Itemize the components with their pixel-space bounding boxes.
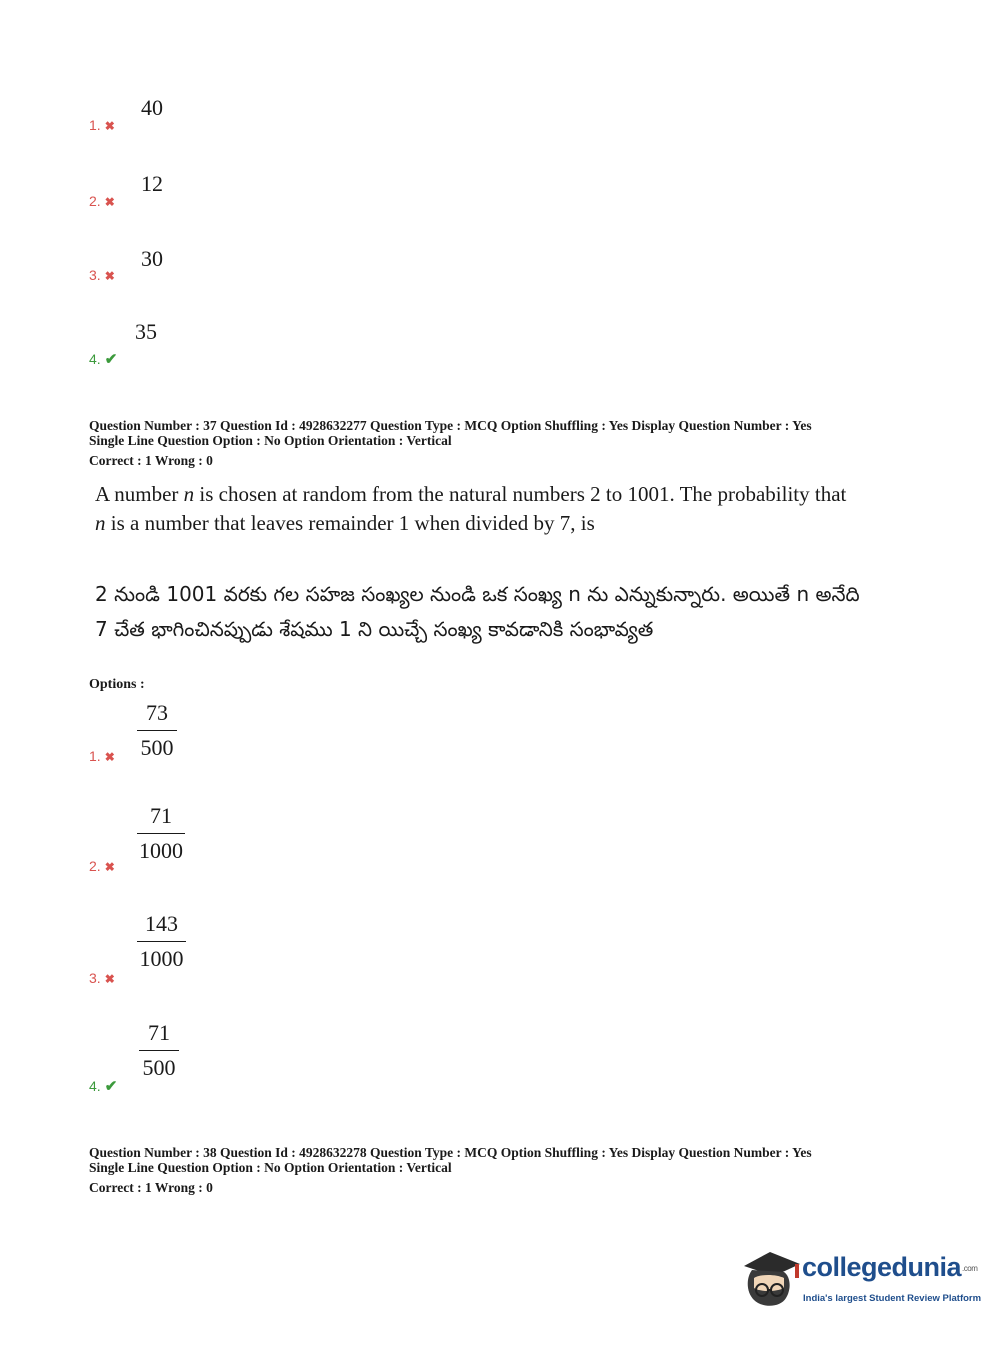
numerator: 71 xyxy=(148,1020,170,1045)
option-number: 1. ✖ xyxy=(89,748,115,764)
option-number: 4. ✔ xyxy=(89,351,118,368)
check-icon: ✔ xyxy=(104,1078,118,1095)
logo-tagline: India's largest Student Review Platform xyxy=(803,1293,982,1304)
fraction-option xyxy=(137,700,177,761)
option-number: 2. ✖ xyxy=(89,858,115,874)
cross-icon: ✖ xyxy=(104,972,115,986)
denominator: 500 xyxy=(142,1055,176,1080)
question-score-line: Correct : 1 Wrong : 0 xyxy=(89,1180,213,1195)
question-meta-line: Question Number : 38 Question Id : 4928632278 Question Type : MCQ Option Shuffling : Yes Display Question Number : Yes xyxy=(89,1145,812,1160)
numerator: 71 xyxy=(150,803,172,828)
option-number: 2. ✖ xyxy=(89,193,115,209)
option-value: 35 xyxy=(135,319,157,344)
numerator: 73 xyxy=(146,700,168,725)
question-meta-line: Single Line Question Option : No Option Orientation : Vertical xyxy=(89,433,452,448)
cross-icon: ✖ xyxy=(104,860,115,874)
fraction-option xyxy=(139,1020,179,1081)
fraction-option xyxy=(137,911,186,972)
question-meta-line: Question Number : 37 Question Id : 4928632277 Question Type : MCQ Option Shuffling : Yes Display Question Number : Yes xyxy=(89,418,812,433)
cross-icon: ✖ xyxy=(104,750,115,764)
question-text-telugu: 2 నుండి 1001 వరకు గల సహజ సంఖ్యల నుండి ఒక సంఖ్య n ను ఎన్నుకున్నారు. అయితే n అనేది 7 చేత భాగించినప్పుడు శేషము 1 ని యిచ్చే సంఖ్య కావడానికి సంభావ్యత xyxy=(95,582,860,641)
logo-suffix: .com xyxy=(962,1264,978,1274)
logo-name: collegedunia.com xyxy=(802,1252,978,1282)
check-icon: ✔ xyxy=(104,351,118,368)
option-number: 3. ✖ xyxy=(89,970,115,986)
numerator: 143 xyxy=(145,911,178,936)
option-value: 40 xyxy=(141,95,163,120)
cross-icon: ✖ xyxy=(104,269,115,283)
cross-icon: ✖ xyxy=(104,195,115,209)
question-meta-line: Single Line Question Option : No Option Orientation : Vertical xyxy=(89,1160,452,1175)
denominator: 1000 xyxy=(139,946,184,971)
option-number: 4. ✔ xyxy=(89,1078,118,1095)
mascot-icon xyxy=(740,1248,802,1314)
option-value: 30 xyxy=(141,246,163,271)
cross-icon: ✖ xyxy=(104,119,115,133)
option-value: 12 xyxy=(141,171,163,196)
option-number: 3. ✖ xyxy=(89,267,115,283)
fraction-option xyxy=(137,803,185,864)
collegedunia-logo xyxy=(740,1248,982,1314)
question-text-english: A number n is chosen at random from the natural numbers 2 to 1001. The probability that n is a number that leaves remainder 1 when divided by 7, is xyxy=(95,482,847,535)
option-number: 1. ✖ xyxy=(89,117,115,133)
question-score-line: Correct : 1 Wrong : 0 xyxy=(89,453,213,468)
denominator: 1000 xyxy=(139,838,183,863)
options-label: Options : xyxy=(89,677,145,692)
denominator: 500 xyxy=(140,735,174,760)
